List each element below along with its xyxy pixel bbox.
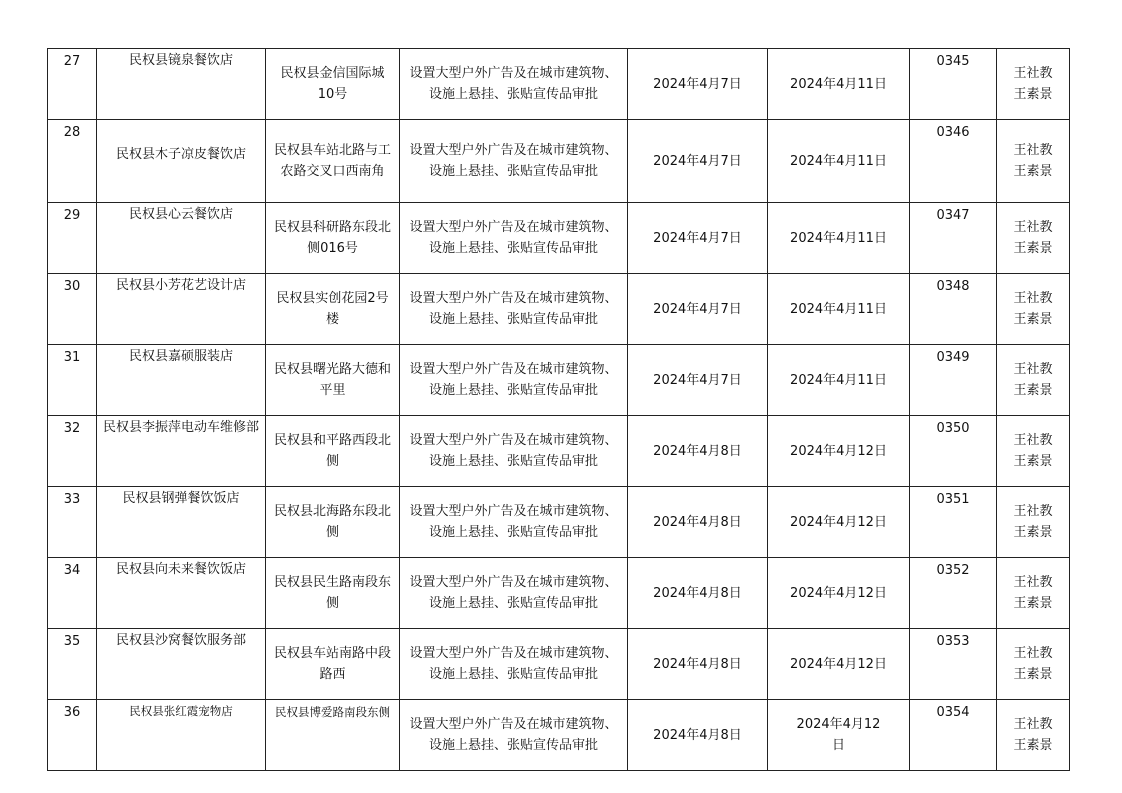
staff-name-2: 王素景	[1013, 454, 1053, 469]
approval-item: 设置大型户外广告及在城市建筑物、设施上悬挂、张贴宣传品审批	[400, 487, 628, 558]
end-date: 2024年4月11日	[768, 345, 910, 416]
business-address: 民权县车站南路中段路西	[266, 629, 400, 700]
table-row	[48, 203, 1070, 274]
permit-approval-table	[47, 48, 1070, 771]
start-date: 2024年4月7日	[628, 345, 768, 416]
row-number: 29	[48, 203, 97, 274]
approval-item: 设置大型户外广告及在城市建筑物、设施上悬挂、张贴宣传品审批	[400, 120, 628, 203]
permit-code: 0347	[910, 203, 997, 274]
approval-item: 设置大型户外广告及在城市建筑物、设施上悬挂、张贴宣传品审批	[400, 629, 628, 700]
staff-name-1: 王社教	[1013, 220, 1053, 235]
business-address: 民权县科研路东段北侧016号	[266, 203, 400, 274]
business-name: 民权县张红霞宠物店	[97, 700, 266, 771]
staff-name-1: 王社教	[1013, 575, 1053, 590]
permit-code: 0354	[910, 700, 997, 771]
business-name: 民权县小芳花艺设计店	[97, 274, 266, 345]
row-number: 32	[48, 416, 97, 487]
staff-name-1: 王社教	[1013, 362, 1053, 377]
end-date: 2024年4月11日	[768, 49, 910, 120]
staff-name-1: 王社教	[1013, 504, 1053, 519]
staff-cell	[997, 487, 1070, 558]
start-date: 2024年4月7日	[628, 274, 768, 345]
start-date: 2024年4月8日	[628, 416, 768, 487]
end-date: 2024年4月11日	[768, 274, 910, 345]
staff-cell	[997, 49, 1070, 120]
business-address: 民权县车站北路与工农路交叉口西南角	[266, 120, 400, 203]
staff-name-2: 王素景	[1013, 383, 1053, 398]
permit-code: 0350	[910, 416, 997, 487]
row-number: 28	[48, 120, 97, 203]
table-row	[48, 700, 1070, 771]
end-date: 2024年4月12日	[768, 487, 910, 558]
business-address: 民权县民生路南段东侧	[266, 558, 400, 629]
table-row	[48, 345, 1070, 416]
row-number: 33	[48, 487, 97, 558]
permit-code: 0346	[910, 120, 997, 203]
staff-name-2: 王素景	[1013, 667, 1053, 682]
approval-item: 设置大型户外广告及在城市建筑物、设施上悬挂、张贴宣传品审批	[400, 274, 628, 345]
row-number: 30	[48, 274, 97, 345]
business-address: 民权县金信国际城10号	[266, 49, 400, 120]
row-number: 27	[48, 49, 97, 120]
business-name: 民权县钢弹餐饮饭店	[97, 487, 266, 558]
staff-cell	[997, 700, 1070, 771]
staff-name-1: 王社教	[1013, 66, 1053, 81]
approval-item: 设置大型户外广告及在城市建筑物、设施上悬挂、张贴宣传品审批	[400, 49, 628, 120]
start-date: 2024年4月8日	[628, 629, 768, 700]
row-number: 36	[48, 700, 97, 771]
staff-cell	[997, 274, 1070, 345]
start-date: 2024年4月8日	[628, 558, 768, 629]
business-name: 民权县李振萍电动车维修部	[97, 416, 266, 487]
staff-name-2: 王素景	[1013, 596, 1053, 611]
business-address: 民权县北海路东段北侧	[266, 487, 400, 558]
end-date: 2024年4月11日	[768, 120, 910, 203]
permit-code: 0348	[910, 274, 997, 345]
start-date: 2024年4月8日	[628, 700, 768, 771]
staff-name-2: 王素景	[1013, 525, 1053, 540]
start-date: 2024年4月7日	[628, 49, 768, 120]
end-date: 2024年4月12日	[768, 700, 910, 771]
permit-code: 0353	[910, 629, 997, 700]
staff-name-2: 王素景	[1013, 87, 1053, 102]
row-number: 31	[48, 345, 97, 416]
staff-name-1: 王社教	[1013, 433, 1053, 448]
business-name: 民权县心云餐饮店	[97, 203, 266, 274]
permit-code: 0351	[910, 487, 997, 558]
staff-name-2: 王素景	[1013, 164, 1053, 179]
start-date: 2024年4月8日	[628, 487, 768, 558]
staff-name-1: 王社教	[1013, 646, 1053, 661]
row-number: 34	[48, 558, 97, 629]
business-name: 民权县向未来餐饮饭店	[97, 558, 266, 629]
table-row	[48, 120, 1070, 203]
start-date: 2024年4月7日	[628, 203, 768, 274]
business-name: 民权县嘉硕服装店	[97, 345, 266, 416]
staff-cell	[997, 558, 1070, 629]
business-name: 民权县木子凉皮餐饮店	[97, 120, 266, 203]
approval-item: 设置大型户外广告及在城市建筑物、设施上悬挂、张贴宣传品审批	[400, 416, 628, 487]
staff-cell	[997, 345, 1070, 416]
business-name: 民权县镜泉餐饮店	[97, 49, 266, 120]
staff-name-1: 王社教	[1013, 143, 1053, 158]
staff-cell	[997, 629, 1070, 700]
approval-item: 设置大型户外广告及在城市建筑物、设施上悬挂、张贴宣传品审批	[400, 558, 628, 629]
staff-name-1: 王社教	[1013, 717, 1053, 732]
business-address: 民权县曙光路大德和平里	[266, 345, 400, 416]
approval-item: 设置大型户外广告及在城市建筑物、设施上悬挂、张贴宣传品审批	[400, 203, 628, 274]
staff-cell	[997, 120, 1070, 203]
business-address: 民权县博爱路南段东侧	[266, 700, 400, 771]
staff-name-2: 王素景	[1013, 312, 1053, 327]
table-row	[48, 416, 1070, 487]
table-body	[48, 49, 1070, 771]
staff-name-1: 王社教	[1013, 291, 1053, 306]
table-row	[48, 487, 1070, 558]
staff-name-2: 王素景	[1013, 241, 1053, 256]
business-address: 民权县和平路西段北侧	[266, 416, 400, 487]
table-row	[48, 629, 1070, 700]
staff-cell	[997, 203, 1070, 274]
business-address: 民权县实创花园2号楼	[266, 274, 400, 345]
staff-name-2: 王素景	[1013, 738, 1053, 753]
end-date: 2024年4月11日	[768, 203, 910, 274]
approval-item: 设置大型户外广告及在城市建筑物、设施上悬挂、张贴宣传品审批	[400, 700, 628, 771]
permit-code: 0345	[910, 49, 997, 120]
row-number: 35	[48, 629, 97, 700]
table-row	[48, 274, 1070, 345]
permit-code: 0352	[910, 558, 997, 629]
end-date: 2024年4月12日	[768, 558, 910, 629]
end-date: 2024年4月12日	[768, 629, 910, 700]
table-row	[48, 49, 1070, 120]
staff-cell	[997, 416, 1070, 487]
end-date: 2024年4月12日	[768, 416, 910, 487]
approval-item: 设置大型户外广告及在城市建筑物、设施上悬挂、张贴宣传品审批	[400, 345, 628, 416]
table-row	[48, 558, 1070, 629]
start-date: 2024年4月7日	[628, 120, 768, 203]
permit-code: 0349	[910, 345, 997, 416]
business-name: 民权县沙窝餐饮服务部	[97, 629, 266, 700]
